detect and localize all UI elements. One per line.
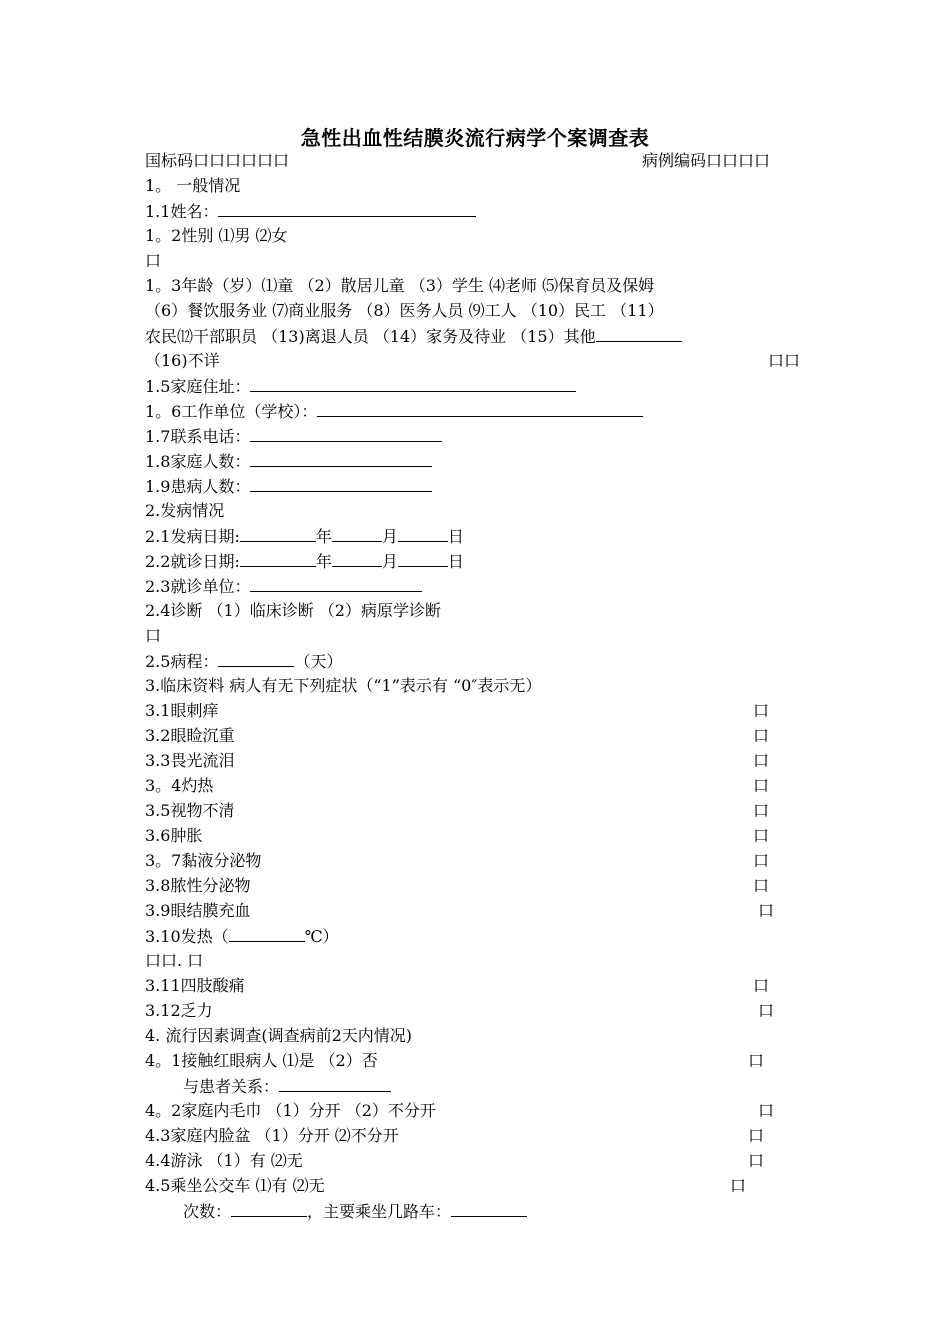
symptom-box[interactable]: 口 <box>753 701 770 720</box>
onset-label: 2.1发病日期: <box>145 527 240 546</box>
name-row <box>145 200 476 223</box>
onset-day-label: 日 <box>447 527 464 546</box>
name-label: 1.1姓名： <box>145 202 219 221</box>
onset-year-label: 年 <box>315 527 332 546</box>
onset-month-label: 月 <box>381 527 398 546</box>
course-label: 2.5病程： <box>145 652 219 671</box>
family-field[interactable] <box>250 450 432 467</box>
address-label: 1.5家庭住址： <box>145 377 251 396</box>
symptom-3-12-label: 3.12乏力 <box>145 1001 213 1020</box>
onset-day-field[interactable] <box>398 525 448 542</box>
visit-unit-label: 2.3就诊单位： <box>145 577 251 596</box>
onset-month-field[interactable] <box>332 525 382 542</box>
onset-year-field[interactable] <box>240 525 316 542</box>
section-4-heading: 4. 流行因素调查(调查病前2天内情况) <box>145 1026 413 1045</box>
visit-unit-field[interactable] <box>250 575 422 592</box>
symptom-box[interactable]: 口 <box>753 751 770 770</box>
swim-box[interactable]: 口 <box>748 1151 765 1170</box>
visit-day-label: 日 <box>447 552 464 571</box>
bus-line: 4.5乘坐公交车 ⑴有 ⑵无 <box>145 1176 325 1195</box>
basin-box[interactable]: 口 <box>748 1126 765 1145</box>
symptom-label: 3.1眼刺痒 <box>145 701 219 720</box>
symptom-label: 3。7黏液分泌物 <box>145 851 262 870</box>
symptom-3-12-box[interactable]: 口 <box>758 1001 775 1020</box>
symptom-label: 3。4灼热 <box>145 776 214 795</box>
symptom-3-11-box[interactable]: 口 <box>753 976 770 995</box>
age-line-2: （6）餐饮服务业 ⑺商业服务 （8）医务人员 ⑼工人 （10）民工 （11） <box>145 301 664 320</box>
symptom-label: 3.3畏光流泪 <box>145 751 235 770</box>
family-label: 1.8家庭人数： <box>145 452 251 471</box>
age-line-3: 农民⑿干部职员 （13)离退人员 （14）家务及待业 （15）其他 <box>145 327 596 346</box>
name-field[interactable] <box>218 200 476 217</box>
visit-month-field[interactable] <box>332 550 382 567</box>
times-label: 次数： <box>183 1202 232 1221</box>
section-1-heading: 1。 一般情况 <box>145 176 241 195</box>
symptom-3-11-label: 3.11四肢酸痛 <box>145 976 245 995</box>
patients-row <box>145 475 432 498</box>
towel-box[interactable]: 口 <box>758 1101 775 1120</box>
contact-line: 4。1接触红眼病人 ⑴是 （2）否 <box>145 1051 378 1070</box>
course-row <box>145 650 342 673</box>
sex-box[interactable]: 口 <box>145 251 162 270</box>
contact-box[interactable]: 口 <box>748 1051 765 1070</box>
symptom-box[interactable]: 口 <box>753 776 770 795</box>
patients-field[interactable] <box>250 475 432 492</box>
case-code: 病例编码口口口口 <box>642 151 771 170</box>
symptom-label: 3.9眼结膜充血 <box>145 901 251 920</box>
work-row <box>145 400 643 423</box>
swim-line: 4.4游泳 （1）有 ⑵无 <box>145 1151 303 1170</box>
age-box[interactable]: 口口 <box>768 351 801 370</box>
visit-row <box>145 550 464 573</box>
phone-field[interactable] <box>250 425 442 442</box>
route-field[interactable] <box>451 1200 527 1217</box>
age-line-4: （16)不详 <box>145 351 220 370</box>
fever-unit: ℃） <box>304 927 339 946</box>
symptom-label: 3.6肿胀 <box>145 826 203 845</box>
phone-row <box>145 425 442 448</box>
symptom-label: 3.5视物不清 <box>145 801 235 820</box>
course-field[interactable] <box>218 650 294 667</box>
age-line-3-row <box>145 325 682 348</box>
symptom-box[interactable]: 口 <box>758 901 775 920</box>
onset-row <box>145 525 464 548</box>
symptom-box[interactable]: 口 <box>753 801 770 820</box>
symptom-box[interactable]: 口 <box>753 851 770 870</box>
course-unit: （天） <box>294 652 343 671</box>
towel-line: 4。2家庭内毛巾 （1）分开 （2）不分开 <box>145 1101 436 1120</box>
times-field[interactable] <box>231 1200 307 1217</box>
diagnosis-line: 2.4诊断 （1）临床诊断 （2）病原学诊断 <box>145 601 441 620</box>
address-row <box>145 375 576 398</box>
section-2-heading: 2.发病情况 <box>145 501 225 520</box>
fever-box[interactable]: 口口. 口 <box>145 951 204 970</box>
age-line-1: 1。3年龄（岁）⑴童 （2）散居儿童 （3）学生 ⑷老师 ⑸保育员及保姆 <box>145 276 655 295</box>
visit-label: 2.2就诊日期: <box>145 552 240 571</box>
sex-line: 1。2性别 ⑴男 ⑵女 <box>145 226 288 245</box>
work-field[interactable] <box>317 400 643 417</box>
basin-line: 4.3家庭内脸盆 （1）分开 ⑵不分开 <box>145 1126 399 1145</box>
bus-times-row <box>183 1200 527 1223</box>
relation-field[interactable] <box>279 1075 391 1092</box>
age-other-field[interactable] <box>596 325 682 342</box>
phone-label: 1.7联系电话： <box>145 427 251 446</box>
work-label: 1。6工作单位（学校）： <box>145 402 318 421</box>
section-3-heading: 3.临床资料 病人有无下列症状（“1”表示有 “0″表示无） <box>145 676 542 695</box>
fever-field[interactable] <box>229 925 305 942</box>
symptom-label: 3.2眼睑沉重 <box>145 726 235 745</box>
relation-row <box>183 1075 391 1098</box>
route-label: ，主要乘坐几路车： <box>307 1202 452 1221</box>
visit-year-field[interactable] <box>240 550 316 567</box>
symptom-box[interactable]: 口 <box>753 876 770 895</box>
relation-label: 与患者关系： <box>183 1077 280 1096</box>
visit-month-label: 月 <box>381 552 398 571</box>
patients-label: 1.9患病人数： <box>145 477 251 496</box>
symptom-label: 3.8脓性分泌物 <box>145 876 251 895</box>
symptom-box[interactable]: 口 <box>753 826 770 845</box>
page-title: 急性出血性结膜炎流行病学个案调查表 <box>300 126 650 150</box>
symptom-box[interactable]: 口 <box>753 726 770 745</box>
guobiao-code: 国标码口口口口口口 <box>145 151 290 170</box>
visit-day-field[interactable] <box>398 550 448 567</box>
fever-label: 3.10发热（ <box>145 927 229 946</box>
visit-year-label: 年 <box>315 552 332 571</box>
family-row <box>145 450 432 473</box>
bus-box[interactable]: 口 <box>730 1176 747 1195</box>
diagnosis-box[interactable]: 口 <box>145 626 162 645</box>
fever-row <box>145 925 339 948</box>
visit-unit-row <box>145 575 422 598</box>
address-field[interactable] <box>250 375 576 392</box>
